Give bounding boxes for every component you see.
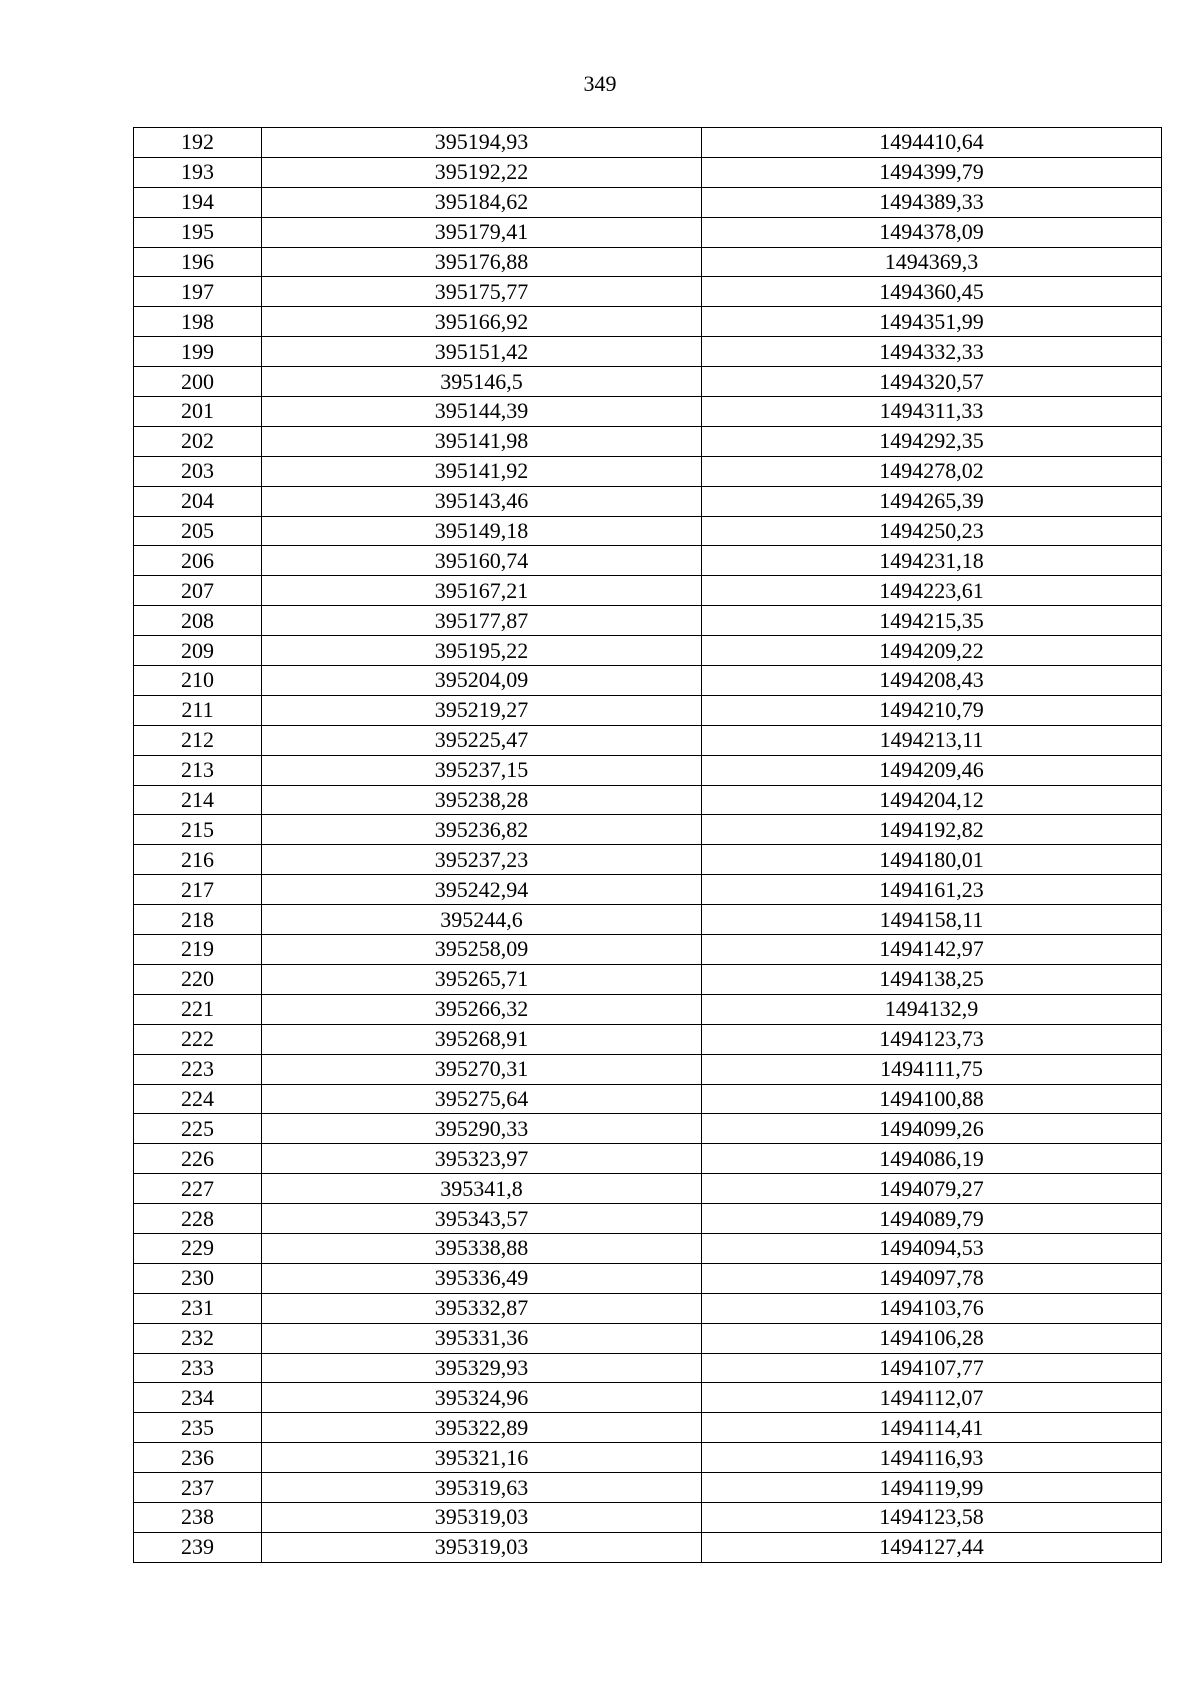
table-row bbox=[134, 1024, 1162, 1054]
table-row bbox=[134, 367, 1162, 397]
x-coordinate-cell: 395270,31 bbox=[262, 1054, 702, 1084]
y-coordinate-cell: 1494278,02 bbox=[702, 456, 1162, 486]
point-number-cell: 231 bbox=[134, 1293, 262, 1323]
y-coordinate-cell: 1494410,64 bbox=[702, 128, 1162, 158]
y-coordinate-cell: 1494161,23 bbox=[702, 875, 1162, 905]
point-number-cell: 205 bbox=[134, 516, 262, 546]
y-coordinate-cell: 1494231,18 bbox=[702, 546, 1162, 576]
y-coordinate-cell: 1494142,97 bbox=[702, 935, 1162, 965]
table-row bbox=[134, 1413, 1162, 1443]
table-row bbox=[134, 307, 1162, 337]
point-number-cell: 233 bbox=[134, 1353, 262, 1383]
x-coordinate-cell: 395338,88 bbox=[262, 1233, 702, 1263]
point-number-cell: 203 bbox=[134, 456, 262, 486]
x-coordinate-cell: 395141,92 bbox=[262, 456, 702, 486]
y-coordinate-cell: 1494204,12 bbox=[702, 785, 1162, 815]
point-number-cell: 208 bbox=[134, 606, 262, 636]
point-number-cell: 227 bbox=[134, 1174, 262, 1204]
point-number-cell: 209 bbox=[134, 636, 262, 666]
y-coordinate-cell: 1494210,79 bbox=[702, 695, 1162, 725]
table-row bbox=[134, 1532, 1162, 1562]
x-coordinate-cell: 395258,09 bbox=[262, 935, 702, 965]
y-coordinate-cell: 1494089,79 bbox=[702, 1204, 1162, 1234]
y-coordinate-cell: 1494114,41 bbox=[702, 1413, 1162, 1443]
y-coordinate-cell: 1494112,07 bbox=[702, 1383, 1162, 1413]
table-row bbox=[134, 1473, 1162, 1503]
table-row bbox=[134, 1263, 1162, 1293]
x-coordinate-cell: 395332,87 bbox=[262, 1293, 702, 1323]
table-row bbox=[134, 994, 1162, 1024]
point-number-cell: 221 bbox=[134, 994, 262, 1024]
y-coordinate-cell: 1494332,33 bbox=[702, 337, 1162, 367]
table-row bbox=[134, 1293, 1162, 1323]
y-coordinate-cell: 1494311,33 bbox=[702, 397, 1162, 427]
point-number-cell: 226 bbox=[134, 1144, 262, 1174]
x-coordinate-cell: 395341,8 bbox=[262, 1174, 702, 1204]
y-coordinate-cell: 1494209,22 bbox=[702, 636, 1162, 666]
y-coordinate-cell: 1494132,9 bbox=[702, 994, 1162, 1024]
point-number-cell: 217 bbox=[134, 875, 262, 905]
point-number-cell: 201 bbox=[134, 397, 262, 427]
point-number-cell: 220 bbox=[134, 964, 262, 994]
table-row bbox=[134, 695, 1162, 725]
x-coordinate-cell: 395151,42 bbox=[262, 337, 702, 367]
y-coordinate-cell: 1494097,78 bbox=[702, 1263, 1162, 1293]
x-coordinate-cell: 395225,47 bbox=[262, 725, 702, 755]
y-coordinate-cell: 1494106,28 bbox=[702, 1323, 1162, 1353]
x-coordinate-cell: 395319,03 bbox=[262, 1532, 702, 1562]
x-coordinate-cell: 395149,18 bbox=[262, 516, 702, 546]
x-coordinate-cell: 395329,93 bbox=[262, 1353, 702, 1383]
point-number-cell: 234 bbox=[134, 1383, 262, 1413]
y-coordinate-cell: 1494215,35 bbox=[702, 606, 1162, 636]
point-number-cell: 218 bbox=[134, 905, 262, 935]
table-row bbox=[134, 456, 1162, 486]
table-row bbox=[134, 187, 1162, 217]
point-number-cell: 196 bbox=[134, 247, 262, 277]
table-row bbox=[134, 1443, 1162, 1473]
table-row bbox=[134, 486, 1162, 516]
point-number-cell: 222 bbox=[134, 1024, 262, 1054]
y-coordinate-cell: 1494103,76 bbox=[702, 1293, 1162, 1323]
point-number-cell: 228 bbox=[134, 1204, 262, 1234]
x-coordinate-cell: 395266,32 bbox=[262, 994, 702, 1024]
x-coordinate-cell: 395268,91 bbox=[262, 1024, 702, 1054]
x-coordinate-cell: 395290,33 bbox=[262, 1114, 702, 1144]
table-row bbox=[134, 666, 1162, 696]
point-number-cell: 216 bbox=[134, 845, 262, 875]
point-number-cell: 206 bbox=[134, 546, 262, 576]
x-coordinate-cell: 395343,57 bbox=[262, 1204, 702, 1234]
point-number-cell: 219 bbox=[134, 935, 262, 965]
point-number-cell: 214 bbox=[134, 785, 262, 815]
x-coordinate-cell: 395319,63 bbox=[262, 1473, 702, 1503]
y-coordinate-cell: 1494094,53 bbox=[702, 1233, 1162, 1263]
point-number-cell: 239 bbox=[134, 1532, 262, 1562]
point-number-cell: 207 bbox=[134, 576, 262, 606]
y-coordinate-cell: 1494116,93 bbox=[702, 1443, 1162, 1473]
table-row bbox=[134, 964, 1162, 994]
table-row bbox=[134, 1383, 1162, 1413]
table-row bbox=[134, 1502, 1162, 1532]
y-coordinate-cell: 1494086,19 bbox=[702, 1144, 1162, 1174]
point-number-cell: 237 bbox=[134, 1473, 262, 1503]
table-row bbox=[134, 636, 1162, 666]
point-number-cell: 197 bbox=[134, 277, 262, 307]
x-coordinate-cell: 395175,77 bbox=[262, 277, 702, 307]
point-number-cell: 229 bbox=[134, 1233, 262, 1263]
x-coordinate-cell: 395144,39 bbox=[262, 397, 702, 427]
y-coordinate-cell: 1494360,45 bbox=[702, 277, 1162, 307]
y-coordinate-cell: 1494127,44 bbox=[702, 1532, 1162, 1562]
x-coordinate-cell: 395166,92 bbox=[262, 307, 702, 337]
table-row bbox=[134, 128, 1162, 158]
table-row bbox=[134, 875, 1162, 905]
y-coordinate-cell: 1494099,26 bbox=[702, 1114, 1162, 1144]
table-row bbox=[134, 905, 1162, 935]
table-row bbox=[134, 815, 1162, 845]
x-coordinate-cell: 395195,22 bbox=[262, 636, 702, 666]
y-coordinate-cell: 1494209,46 bbox=[702, 755, 1162, 785]
y-coordinate-cell: 1494292,35 bbox=[702, 426, 1162, 456]
table-row bbox=[134, 785, 1162, 815]
x-coordinate-cell: 395146,5 bbox=[262, 367, 702, 397]
x-coordinate-cell: 395160,74 bbox=[262, 546, 702, 576]
table-row bbox=[134, 1204, 1162, 1234]
table-row bbox=[134, 546, 1162, 576]
table-row bbox=[134, 1353, 1162, 1383]
x-coordinate-cell: 395237,23 bbox=[262, 845, 702, 875]
table-row bbox=[134, 217, 1162, 247]
point-number-cell: 192 bbox=[134, 128, 262, 158]
table-row bbox=[134, 1233, 1162, 1263]
point-number-cell: 194 bbox=[134, 187, 262, 217]
y-coordinate-cell: 1494138,25 bbox=[702, 964, 1162, 994]
y-coordinate-cell: 1494378,09 bbox=[702, 217, 1162, 247]
y-coordinate-cell: 1494107,77 bbox=[702, 1353, 1162, 1383]
table-row bbox=[134, 576, 1162, 606]
x-coordinate-cell: 395192,22 bbox=[262, 157, 702, 187]
coordinates-table-body bbox=[134, 128, 1162, 1563]
x-coordinate-cell: 395275,64 bbox=[262, 1084, 702, 1114]
table-row bbox=[134, 755, 1162, 785]
y-coordinate-cell: 1494208,43 bbox=[702, 666, 1162, 696]
table-row bbox=[134, 516, 1162, 546]
x-coordinate-cell: 395219,27 bbox=[262, 695, 702, 725]
point-number-cell: 230 bbox=[134, 1263, 262, 1293]
point-number-cell: 193 bbox=[134, 157, 262, 187]
x-coordinate-cell: 395324,96 bbox=[262, 1383, 702, 1413]
table-row bbox=[134, 935, 1162, 965]
point-number-cell: 223 bbox=[134, 1054, 262, 1084]
x-coordinate-cell: 395323,97 bbox=[262, 1144, 702, 1174]
x-coordinate-cell: 395194,93 bbox=[262, 128, 702, 158]
table-row bbox=[134, 1174, 1162, 1204]
table-row bbox=[134, 157, 1162, 187]
y-coordinate-cell: 1494213,11 bbox=[702, 725, 1162, 755]
x-coordinate-cell: 395236,82 bbox=[262, 815, 702, 845]
y-coordinate-cell: 1494192,82 bbox=[702, 815, 1162, 845]
y-coordinate-cell: 1494100,88 bbox=[702, 1084, 1162, 1114]
point-number-cell: 204 bbox=[134, 486, 262, 516]
x-coordinate-cell: 395242,94 bbox=[262, 875, 702, 905]
y-coordinate-cell: 1494223,61 bbox=[702, 576, 1162, 606]
point-number-cell: 199 bbox=[134, 337, 262, 367]
table-row bbox=[134, 337, 1162, 367]
y-coordinate-cell: 1494180,01 bbox=[702, 845, 1162, 875]
table-row bbox=[134, 277, 1162, 307]
point-number-cell: 238 bbox=[134, 1502, 262, 1532]
point-number-cell: 212 bbox=[134, 725, 262, 755]
point-number-cell: 235 bbox=[134, 1413, 262, 1443]
table-row bbox=[134, 426, 1162, 456]
point-number-cell: 195 bbox=[134, 217, 262, 247]
y-coordinate-cell: 1494351,99 bbox=[702, 307, 1162, 337]
x-coordinate-cell: 395177,87 bbox=[262, 606, 702, 636]
x-coordinate-cell: 395204,09 bbox=[262, 666, 702, 696]
page-number: 349 bbox=[583, 71, 617, 96]
x-coordinate-cell: 395143,46 bbox=[262, 486, 702, 516]
table-row bbox=[134, 606, 1162, 636]
coordinates-table bbox=[133, 127, 1162, 1563]
table-row bbox=[134, 397, 1162, 427]
table-row bbox=[134, 725, 1162, 755]
table-row bbox=[134, 247, 1162, 277]
y-coordinate-cell: 1494158,11 bbox=[702, 905, 1162, 935]
x-coordinate-cell: 395176,88 bbox=[262, 247, 702, 277]
point-number-cell: 215 bbox=[134, 815, 262, 845]
point-number-cell: 200 bbox=[134, 367, 262, 397]
y-coordinate-cell: 1494079,27 bbox=[702, 1174, 1162, 1204]
x-coordinate-cell: 395265,71 bbox=[262, 964, 702, 994]
y-coordinate-cell: 1494389,33 bbox=[702, 187, 1162, 217]
x-coordinate-cell: 395179,41 bbox=[262, 217, 702, 247]
y-coordinate-cell: 1494265,39 bbox=[702, 486, 1162, 516]
y-coordinate-cell: 1494320,57 bbox=[702, 367, 1162, 397]
point-number-cell: 211 bbox=[134, 695, 262, 725]
y-coordinate-cell: 1494123,73 bbox=[702, 1024, 1162, 1054]
x-coordinate-cell: 395141,98 bbox=[262, 426, 702, 456]
y-coordinate-cell: 1494119,99 bbox=[702, 1473, 1162, 1503]
point-number-cell: 236 bbox=[134, 1443, 262, 1473]
table-row bbox=[134, 1054, 1162, 1084]
y-coordinate-cell: 1494250,23 bbox=[702, 516, 1162, 546]
point-number-cell: 213 bbox=[134, 755, 262, 785]
x-coordinate-cell: 395238,28 bbox=[262, 785, 702, 815]
x-coordinate-cell: 395331,36 bbox=[262, 1323, 702, 1353]
point-number-cell: 232 bbox=[134, 1323, 262, 1353]
table-row bbox=[134, 1114, 1162, 1144]
x-coordinate-cell: 395237,15 bbox=[262, 755, 702, 785]
y-coordinate-cell: 1494399,79 bbox=[702, 157, 1162, 187]
x-coordinate-cell: 395321,16 bbox=[262, 1443, 702, 1473]
x-coordinate-cell: 395322,89 bbox=[262, 1413, 702, 1443]
x-coordinate-cell: 395167,21 bbox=[262, 576, 702, 606]
table-row bbox=[134, 1323, 1162, 1353]
y-coordinate-cell: 1494369,3 bbox=[702, 247, 1162, 277]
point-number-cell: 202 bbox=[134, 426, 262, 456]
table-row bbox=[134, 845, 1162, 875]
x-coordinate-cell: 395336,49 bbox=[262, 1263, 702, 1293]
x-coordinate-cell: 395244,6 bbox=[262, 905, 702, 935]
x-coordinate-cell: 395319,03 bbox=[262, 1502, 702, 1532]
y-coordinate-cell: 1494123,58 bbox=[702, 1502, 1162, 1532]
point-number-cell: 225 bbox=[134, 1114, 262, 1144]
point-number-cell: 210 bbox=[134, 666, 262, 696]
y-coordinate-cell: 1494111,75 bbox=[702, 1054, 1162, 1084]
point-number-cell: 224 bbox=[134, 1084, 262, 1114]
table-row bbox=[134, 1084, 1162, 1114]
x-coordinate-cell: 395184,62 bbox=[262, 187, 702, 217]
point-number-cell: 198 bbox=[134, 307, 262, 337]
table-row bbox=[134, 1144, 1162, 1174]
